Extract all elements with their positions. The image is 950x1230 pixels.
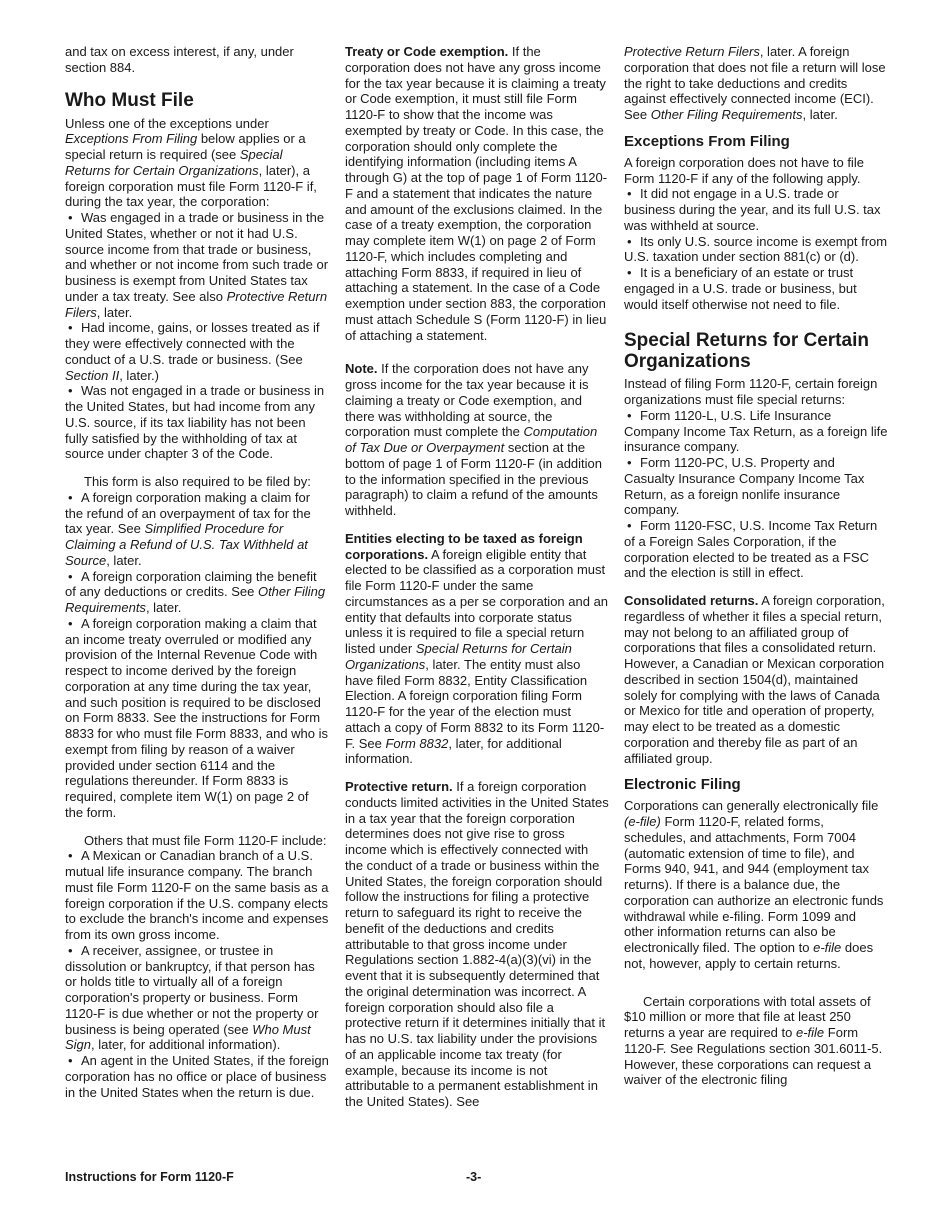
heading-who-must-file: Who Must File	[65, 89, 194, 111]
exceptions-intro: A foreign corporation does not have to file Form 1120-F if any of the following apply.	[624, 154, 864, 186]
link-special-returns: Special Returns for Certain Organizations	[65, 147, 283, 178]
bullet-item: • Form 1120-FSC, U.S. Income Tax Return of a Foreign Sales Corporation, if the corporation elected to be treated as a FSC and the election is still in effect.	[624, 518, 888, 581]
bullet-item: • Was not engaged in a trade or business in the United States, but had income from any U.S. source, if its tax liability has not been fully satisfied by the withholding of tax at source under chapter 3 of the Code.	[65, 383, 329, 462]
special-returns-intro: Instead of filing Form 1120-F, certain foreign organizations must file special returns:	[624, 376, 878, 407]
bullet-item: • A foreign corporation making a claim that an income treaty overruled or modified any provision of the Internal Revenue Code with respect to income derived by the foreign corporation at any time during the tax year, and such position is required to be disclosed on Form 8833. See the instructions for Form 8833 for who must file Form 8833, and who is exempt from filing by reason of a waiver provided under section 6114 and the regulations thereunder. If Form 8833 is required, complete item W(1) on page 2 of the form.	[65, 616, 329, 821]
others-paragraph: Others that must file Form 1120-F include:	[84, 832, 327, 848]
electronic-filing-paragraph: Corporations can generally electronically file (e-file) Form 1120-F, related forms, schedules, and attachments, Form 7004 (automatic extension of time to file), and Forms 940, 941, and 944 (employment tax returns). If there is a balance due, the corporation can authorize an electronic funds withdrawal while e-filing. Form 1099 and other information returns can also be electronically filed. The option to e-file does not, however, apply to certain returns.	[624, 798, 884, 971]
bullet-item: • Its only U.S. source income is exempt from U.S. taxation under section 881(c) or (d).	[624, 234, 888, 266]
heading-exceptions-from-filing: Exceptions From Filing	[624, 132, 790, 150]
treaty-exemption-paragraph: Treaty or Code exemption. If the corporation does not have any gross income for the tax year because it is claiming a treaty or Code exemption, it must still file Form 1120-F to show that the income was exempted by treaty or Code. In this case, the corporation should only complete the identifying information (including items A through G) at the top of page 1 of Form 1120-F and a statement that indicates the nature and amount of the exclusions claimed. In the case of a treaty exemption, the corporation may complete item W(1) on page 2 of Form 1120-F, which includes completing and attaching Form 8833, if required in lieu of attaching a statement. In the case of a Code exemption under section 883, the corporation must attach Schedule S (Form 1120-F) in lieu of attaching a statement.	[345, 44, 608, 343]
run-in-heading: Consolidated returns.	[624, 593, 759, 608]
who-must-file-paragraph: Unless one of the exceptions under Exceptions From Filing below applies or a special return is required (see Special Returns for Certain Organizations, later), a foreign corporation must file Form 1120-F if, during the tax year, the corporation:	[65, 115, 317, 210]
note-paragraph: Note. If the corporation does not have any gross income for the tax year because it is claiming a treaty or Code exemption, and there was withholding at source, the corporation must complete the Computation of Tax Due or Overpayment section at the bottom of page 1 of Form 1120-F (in addition to the information specified in the previous paragraph) to claim a refund of the amounts withheld.	[345, 361, 603, 518]
bullet-item: • A foreign corporation making a claim for the refund of an overpayment of tax for the tax year. See Simplified Procedure for Claiming a Refund of U.S. Tax Withheld at Source, later.	[65, 490, 329, 569]
bullet-item: • Had income, gains, or losses treated as if they were effectively connected with the conduct of a U.S. trade or business. (See Section II, later.)	[65, 320, 329, 383]
protective-return-paragraph: Protective return. If a foreign corporation conducts limited activities in the United States in a tax year that the foreign corporation determines does not give rise to gross income which is effectively connected with the conduct of a trade or business within the United States, the foreign corporation should follow the instructions for filing a protective return to safeguard its right to receive the benefit of the deductions and credits attributable to that gross income under Regulations section 1.882-4(a)(3)(vi) in the event that it is subsequently determined that the original determination was incorrect. A foreign corporation should also file a protective return if it determines initially that it has no U.S. tax liability under the provisions of an applicable income tax treaty (for example, because its income is not attributable to a permanent establishment in the United States). See	[345, 779, 609, 1109]
consolidated-returns-paragraph: Consolidated returns. A foreign corporation, regardless of whether it files a special return, may not belong to an affiliated group of corporations that files a consolidated return. However, a Canadian or Mexican corporation described in section 1504(d), maintained solely for complying with the laws of Canada or Mexico for title and operation of property, may elect to be treated as a domestic corporation and thereby file as part of an affiliated group.	[624, 593, 885, 766]
run-in-heading: Entities electing to be taxed as foreign corporations.	[345, 530, 583, 562]
intro-paragraph: and tax on excess interest, if any, under section 884.	[65, 44, 294, 75]
bullet-item: • A foreign corporation claiming the benefit of any deductions or credits. See Other Filing Requirements, later.	[65, 569, 329, 616]
continued-paragraph: Protective Return Filers, later. A foreign corporation that does not file a return will lose the right to take deductions and credits against effectively connected income (ECI). See Other Filing Requirements, later.	[624, 44, 886, 122]
bullet-item: • It is a beneficiary of an estate or trust engaged in a U.S. trade or business, but would itself otherwise not need to file.	[624, 265, 888, 312]
entities-paragraph: Entities electing to be taxed as foreign corporations. A foreign eligible entity that elected to be classified as a corporation must file Form 1120-F under the same circumstances as a per se corporation and an entity that defaults into corporate status unless it is required to file a special return listed under Special Returns for Certain Organizations, later. The entity must also have filed Form 8832, Entity Classification Election. A foreign corporation filing Form 1120-F for the year of the election must attach a copy of Form 8832 to its Form 1120-F. See Form 8832, later, for additional information.	[345, 530, 609, 767]
run-in-heading: Protective return.	[345, 779, 453, 794]
footer-form-title: Instructions for Form 1120-F	[65, 1170, 234, 1184]
bullet-item: • It did not engage in a U.S. trade or business during the year, and its full U.S. tax was withheld at source.	[624, 186, 888, 233]
run-in-heading: Treaty or Code exemption.	[345, 44, 509, 59]
also-required-paragraph: This form is also required to be filed by:	[84, 474, 311, 489]
bullet-item: • A receiver, assignee, or trustee in dissolution or bankruptcy, if that person has or holds title to virtually all of a foreign corporation's property or business. Form 1120-F is due whether or not the property or business is being operated (see Who Must Sign, later, for additional information).	[65, 943, 329, 1053]
run-in-heading: Note.	[345, 361, 378, 377]
bullet-item: • Form 1120-L, U.S. Life Insurance Company Income Tax Return, as a foreign life insurance company.	[624, 408, 888, 455]
certain-corporations-paragraph: Certain corporations with total assets of $10 million or more that file at least 250 returns a year are required to e-file Form 1120-F. See Regulations section 301.6011-5. However, these corporations can request a waiver of the electronic filing	[624, 993, 883, 1088]
column-right	[624, 44, 888, 1088]
link-exceptions-from-filing: Exceptions From Filing	[65, 131, 198, 147]
heading-electronic-filing: Electronic Filing	[624, 776, 741, 794]
page-number: -3-	[466, 1170, 482, 1184]
column-left	[65, 44, 329, 1100]
heading-special-returns: Special Returns for Certain Organizations	[624, 330, 869, 373]
bullet-item: • An agent in the United States, if the foreign corporation has no office or place of business in the United States when the return is due.	[65, 1053, 329, 1100]
bullet-item: • Was engaged in a trade or business in the United States, whether or not it had U.S. source income from that trade or business, and whether or not income from such trade or business is exempt from United States tax under a tax treaty. See also Protective Return Filers, later.	[65, 210, 329, 320]
bullet-item: • A Mexican or Canadian branch of a U.S. mutual life insurance company. The branch must file Form 1120-F on the same basis as a foreign corporation if the U.S. company elects to exclude the branch's income and expenses from its own gross income.	[65, 848, 329, 943]
column-middle	[345, 44, 609, 1110]
bullet-item: • Form 1120-PC, U.S. Property and Casualty Insurance Company Income Tax Return, as a foreign nonlife insurance company.	[624, 455, 888, 518]
